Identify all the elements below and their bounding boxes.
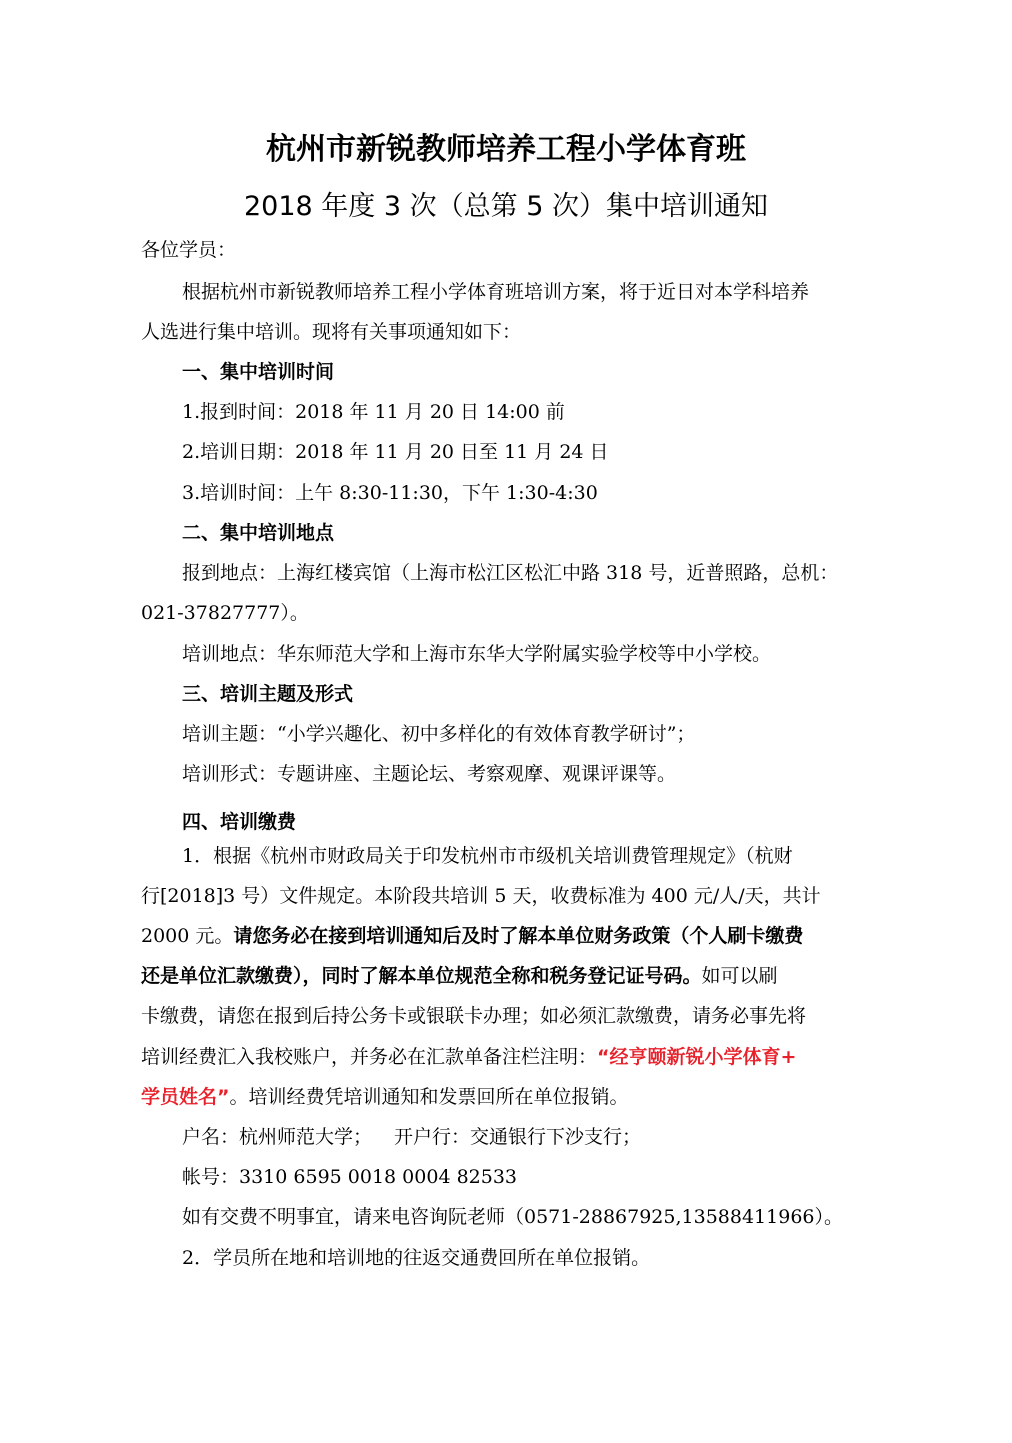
intro-line-1: 根据杭州市新锐教师培养工程小学体育班培训方案，将于近日对本学科培养 [182,281,810,303]
remittance-text: 培训经费汇入我校账户，并务必在汇款单备注栏注明： [141,1046,598,1068]
section-4-heading: 四、培训缴费 [182,811,297,833]
salutation: 各位学员： [141,239,237,261]
training-dates: 2.培训日期：2018 年 11 月 20 日至 11 月 24 日 [182,441,609,463]
fee-paragraph-line-4 [141,964,871,988]
section-2-heading: 二、集中培训地点 [182,522,335,544]
fee-paragraph-line-6 [141,1045,871,1069]
section-3-heading: 三、培训主题及形式 [182,683,354,705]
fee-total: 2000 元。 [141,925,234,947]
report-time: 1.报到时间：2018 年 11 月 20 日 14:00 前 [182,401,565,423]
remittance-note-highlight-cont: 学员姓名” [141,1086,230,1108]
reimbursement-text: 。培训经费凭培训通知和发票回所在单位报销。 [229,1086,629,1108]
report-location-line-2: 021-37827777）。 [141,602,309,624]
remittance-note-highlight: “经亨颐新锐小学体育+ [597,1046,797,1068]
training-hours: 3.培训时间：上午 8:30-11:30，下午 1:30-4:30 [182,482,598,504]
training-format: 培训形式：专题讲座、主题论坛、考察观摩、观课评课等。 [182,763,677,785]
fee-paragraph-line-3 [141,924,871,948]
section-1-heading: 一、集中培训时间 [182,361,335,383]
account-number: 帐号：3310 6595 0018 0004 82533 [182,1166,518,1188]
fee-policy-notice: 请您务必在接到培训通知后及时了解本单位财务政策（个人刷卡缴费 [233,925,804,947]
fee-paragraph-line-2: 行[2018]3 号）文件规定。本阶段共培训 5 天，收费标准为 400 元/人/天，共计 [141,885,821,907]
card-payment-text: 如可以刷 [701,965,778,987]
bank-account-line [182,1125,912,1149]
bank-branch: 开户行：交通银行下沙支行； [394,1126,642,1148]
notice-subtitle: 2018 年度 3 次（总第 5 次）集中培训通知 [244,191,768,222]
travel-expense-note: 2．学员所在地和培训地的往返交通费回所在单位报销。 [182,1247,651,1269]
fee-paragraph-line-5: 卡缴费，请您在报到后持公务卡或银联卡办理；如必须汇款缴费，请务必事先将 [141,1005,807,1027]
training-theme: 培训主题：“小学兴趣化、初中多样化的有效体育教学研讨”； [182,723,696,745]
report-location-line-1: 报到地点：上海红楼宾馆（上海市松江区松汇中路 318 号，近普照路，总机： [182,562,839,584]
fee-policy-notice-cont: 还是单位汇款缴费），同时了解本单位规范全称和税务登记证号码。 [141,965,702,987]
training-location: 培训地点：华东师范大学和上海市东华大学附属实验学校等中小学校。 [182,643,772,665]
account-name: 户名：杭州师范大学； [182,1126,373,1148]
fee-paragraph-line-7 [141,1085,871,1109]
fee-paragraph-line-1: 1．根据《杭州市财政局关于印发杭州市市级机关培训费管理规定》（杭财 [182,845,793,867]
intro-line-2: 人选进行集中培训。现将有关事项通知如下： [141,321,522,343]
notice-title: 杭州市新锐教师培养工程小学体育班 [266,132,746,167]
contact-info: 如有交费不明事宜，请来电咨询阮老师（0571-28867925,13588411966）。 [182,1206,843,1228]
